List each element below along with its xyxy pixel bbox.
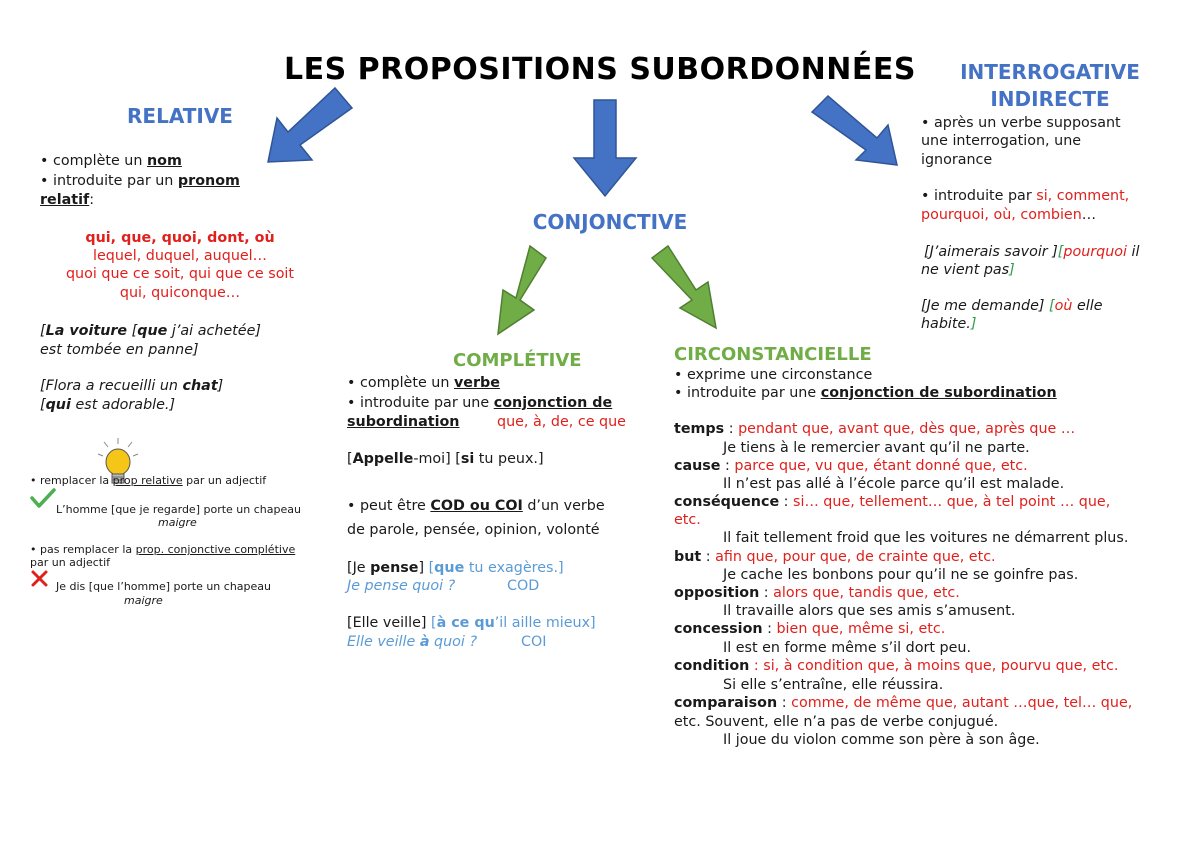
circ-row-cause: cause : parce que, vu que, étant donné que, etc. <box>674 458 1028 474</box>
relative-pronouns-4: qui, quiconque… <box>119 285 241 301</box>
relative-rule-2: • introduite par un pronom <box>40 173 240 189</box>
circ-row-consequence: conséquence : si… que, tellement… que, à tel point … que, <box>674 494 1111 510</box>
completive-example-1: [Appelle-moi] [si tu peux.] <box>347 451 544 467</box>
tip-line-2b: par un adjectif <box>30 556 111 569</box>
completive-question-2: Elle veille à quoi ? <box>347 634 478 650</box>
interrogative-example-2: [Je me demande] [où elle <box>921 298 1103 314</box>
page-title: LES PROPOSITIONS SUBORDONNÉES <box>284 52 916 87</box>
arrow-to-relative <box>268 88 352 162</box>
relative-heading: RELATIVE <box>127 104 233 128</box>
circ-row-condition: condition : si, à condition que, à moins que, pourvu que, etc. <box>674 658 1119 674</box>
completive-rule-3b: de parole, pensée, opinion, volonté <box>347 522 600 538</box>
interrogative-rule-1b: une interrogation, une <box>921 133 1082 149</box>
relative-pronouns-1: qui, que, quoi, dont, où <box>85 230 275 246</box>
circ-example-condition: Si elle s’entraîne, elle réussira. <box>723 677 944 693</box>
relative-rule-2b: relatif: <box>40 192 95 208</box>
relative-example-2b: [qui est adorable.] <box>40 397 176 413</box>
circ-example-cause: Il n’est pas allé à l’école parce qu’il est malade. <box>723 476 1065 492</box>
relative-example-2: [Flora a recueilli un chat] <box>40 378 224 394</box>
completive-example-2: [Je pense] [que tu exagères.] <box>347 560 564 576</box>
circonstancielle-rule-2: • introduite par une conjonction de subordination <box>674 385 1057 401</box>
interrogative-example-1b: ne vient pas] <box>921 262 1015 278</box>
circ-example-concession: Il est en forme même s’il dort peu. <box>723 640 972 656</box>
tip-example-2-adj: maigre <box>124 594 163 607</box>
circ-example-comparaison: Il joue du violon comme son père à son âge. <box>723 732 1040 748</box>
relative-example-1: [La voiture [que j’ai achetée] <box>40 323 261 339</box>
relative-pronouns-2: lequel, duquel, auquel… <box>93 248 267 264</box>
interrogative-example-1: [J’aimerais savoir ][pourquoi il <box>924 244 1140 260</box>
interrogative-heading-2: INDIRECTE <box>990 87 1110 111</box>
completive-rule-3: • peut être COD ou COI d’un verbe <box>347 498 605 514</box>
completive-function-2: COI <box>521 634 547 650</box>
circ-example-opposition: Il travaille alors que ses amis s’amusent. <box>723 603 1016 619</box>
circ-example-consequence: Il fait tellement froid que les voitures ne démarrent plus. <box>723 530 1129 546</box>
interrogative-rule-2b: pourquoi, où, combien… <box>921 207 1097 223</box>
interrogative-example-2b: habite.] <box>921 316 977 332</box>
tip-example-2: Je dis [que l’homme] porte un chapeau <box>56 580 271 593</box>
circ-row-but: but : afin que, pour que, de crainte que, etc. <box>674 549 996 565</box>
tip-example-1: L’homme [que je regarde] porte un chapeau <box>56 503 301 516</box>
circ-row-temps: temps : pendant que, avant que, dès que, après que … <box>674 421 1076 437</box>
interrogative-rule-2: • introduite par si, comment, <box>921 188 1130 204</box>
relative-pronouns-3: quoi que ce soit, qui que ce soit <box>65 266 295 282</box>
arrow-to-interrogative <box>812 96 897 165</box>
conjonctive-heading: CONJONCTIVE <box>532 210 688 234</box>
circonstancielle-heading: CIRCONSTANCIELLE <box>674 344 872 365</box>
completive-rule-1: • complète un verbe <box>347 375 500 391</box>
completive-function-1: COD <box>507 578 540 594</box>
interrogative-rule-1: • après un verbe supposant <box>921 115 1121 131</box>
check-icon <box>32 490 54 506</box>
tip-line-2: • pas remplacer la prop. conjonctive complétive <box>30 543 296 556</box>
completive-heading: COMPLÉTIVE <box>453 350 582 371</box>
relative-rule-1: • complète un nom <box>40 153 182 169</box>
circonstancielle-rule-1: • exprime une circonstance <box>674 367 873 383</box>
relative-example-1b: est tombée en panne] <box>40 342 199 358</box>
circ-row-opposition: opposition : alors que, tandis que, etc. <box>674 585 960 601</box>
arrow-to-circonstancielle <box>652 246 716 328</box>
completive-rule-2: • introduite par une conjonction de <box>347 395 613 411</box>
completive-example-3: [Elle veille] [à ce qu’il aille mieux] <box>347 615 596 631</box>
tip-example-1-adj: maigre <box>158 516 197 529</box>
interrogative-rule-1c: ignorance <box>921 152 993 168</box>
circ-example-temps: Je tiens à le remercier avant qu’il ne parte. <box>723 440 1030 456</box>
circ-row-concession: concession : bien que, même si, etc. <box>674 621 946 637</box>
arrow-to-conjonctive <box>574 100 636 196</box>
completive-rule-2b: subordination <box>347 414 460 430</box>
cross-icon <box>33 572 46 585</box>
completive-question-1: Je pense quoi ? <box>347 578 456 594</box>
completive-conjunctions: que, à, de, ce que <box>497 414 626 430</box>
circ-example-but: Je cache les bonbons pour qu’il ne se goinfre pas. <box>723 567 1079 583</box>
circ-row-consequence-b: etc. <box>674 512 701 528</box>
tip-line-1: • remplacer la prop relative par un adjectif <box>30 474 267 487</box>
interrogative-heading-1: INTERROGATIVE <box>960 60 1140 84</box>
circ-row-comparaison-b: etc. Souvent, elle n’a pas de verbe conjugué. <box>674 714 999 730</box>
arrow-to-completive <box>498 246 546 334</box>
circ-row-comparaison: comparaison : comme, de même que, autant …que, tel… que, <box>674 695 1133 711</box>
